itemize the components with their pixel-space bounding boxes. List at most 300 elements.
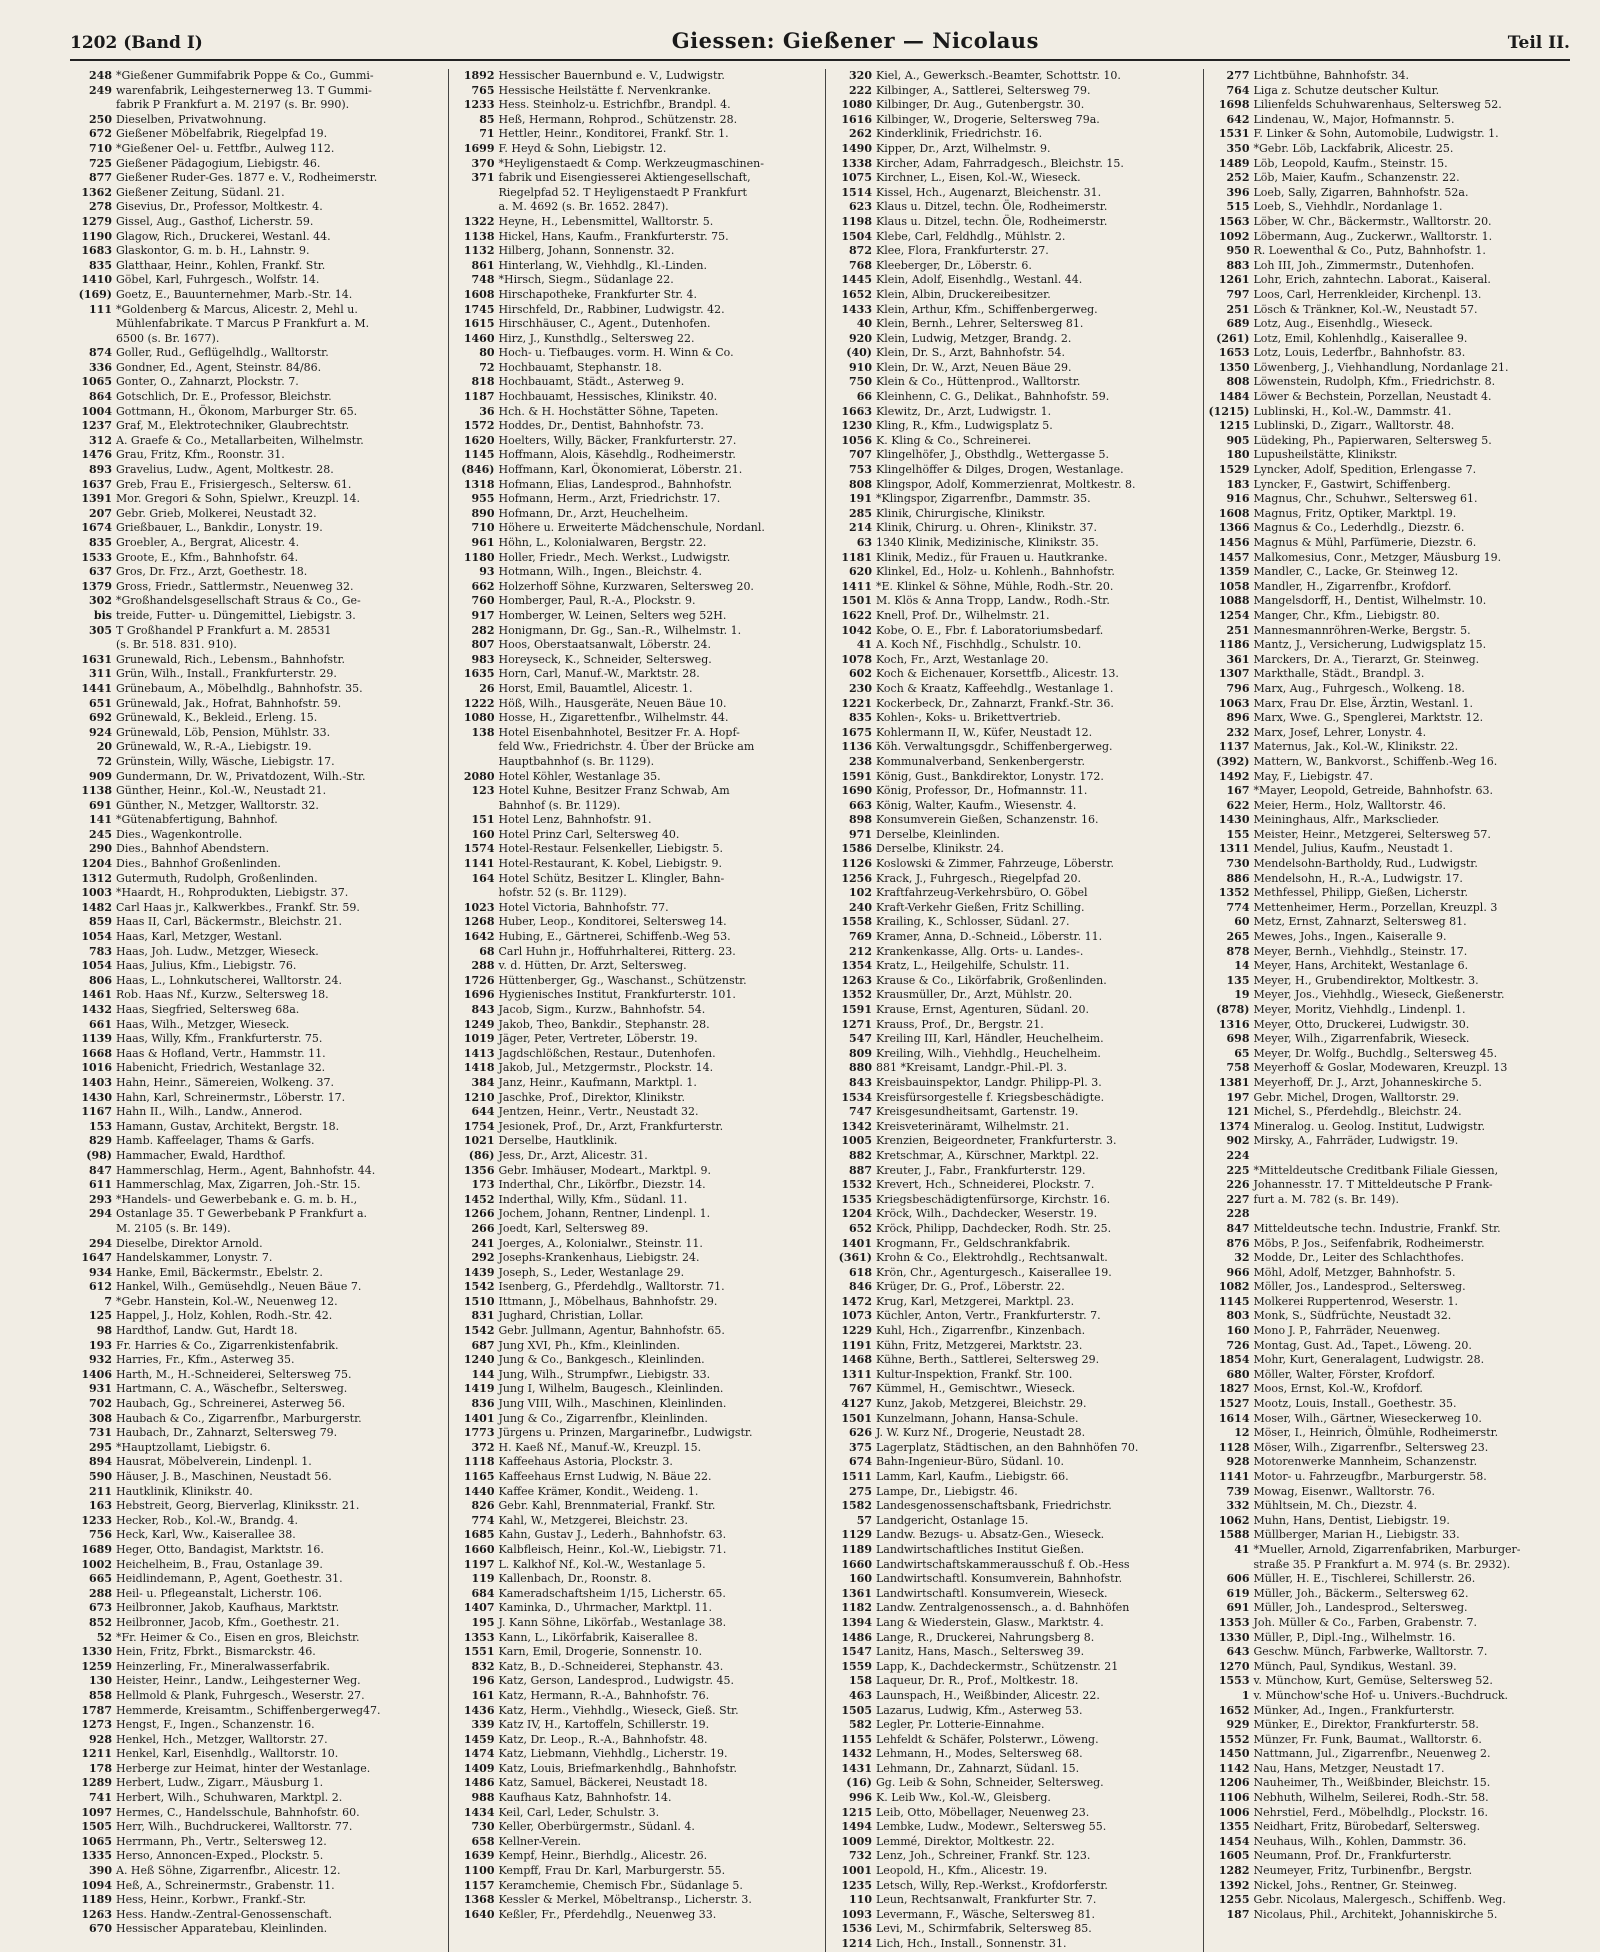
entry-text: Mirsky, A., Fahrräder, Ludwigstr. 19. — [1253, 1134, 1459, 1148]
phone-number: 1647 — [81, 1251, 112, 1265]
directory-entry — [70, 273, 438, 288]
entry-text: Lamm, Karl, Kaufm., Liebigstr. 66. — [876, 1470, 1069, 1483]
phone-number: 248 — [89, 69, 112, 82]
entry-text: Gross, Friedr., Sattlermstr., Neuenweg 32. — [116, 579, 354, 593]
phone-number: 196 — [471, 1674, 495, 1688]
phone-number: 1261 — [1218, 273, 1250, 287]
phone-number: 1430 — [1218, 813, 1250, 827]
entry-text: K. Leib Ww., Kol.-W., Gleisberg. — [876, 1791, 1051, 1805]
entry-text: Letsch, Willy, Rep.-Werkst., Krofdorferstr. — [876, 1878, 1108, 1892]
phone-number: 1432 — [841, 1747, 872, 1761]
directory-entry — [453, 478, 816, 493]
entry-text: Haubach, Gg., Schreinerei, Asterweg 56. — [116, 1397, 346, 1411]
directory-entry — [70, 1397, 438, 1412]
phone-number: 673 — [89, 1601, 112, 1615]
phone-number: 1004 — [81, 404, 112, 418]
directory-entry — [830, 755, 1193, 770]
phone-number: 843 — [471, 1003, 495, 1016]
entry-text: Carl Huhn jr., Hoffuhrhalterei, Ritterg. 23. — [498, 944, 736, 958]
phone-number: 1214 — [841, 1937, 872, 1950]
directory-entry — [830, 1543, 1193, 1558]
entry-text: Lanitz, Hans, Masch., Seltersweg 39. — [876, 1645, 1085, 1659]
phone-number: 1586 — [841, 842, 872, 856]
phone-number: 339 — [471, 1718, 495, 1732]
phone-number: 1504 — [841, 229, 872, 243]
directory-entry — [70, 799, 438, 814]
phone-number: 1474 — [463, 1747, 495, 1761]
phone-number: 692 — [89, 711, 112, 725]
phone-number: 1126 — [841, 857, 872, 871]
entry-text: Gottmann, H., Ökonom, Marburger Str. 65. — [116, 404, 358, 418]
entry-text: Gg. Leib & Sohn, Schneider, Seltersweg. — [876, 1776, 1104, 1790]
phone-number: 1434 — [463, 1805, 495, 1819]
entry-text: Homberger, Paul, R.-A., Plockstr. 9. — [498, 594, 696, 608]
directory-entry — [830, 988, 1193, 1003]
phone-number: 847 — [1226, 1221, 1250, 1235]
phone-number: 1078 — [841, 652, 872, 666]
directory-entry — [453, 901, 816, 916]
entry-text: Hüttenberger, Gg., Waschanst., Schützenstr. — [498, 973, 747, 987]
directory-entry — [830, 959, 1193, 974]
entry-text: Hamb. Kaffeelager, Thams & Garfs. — [116, 1134, 315, 1148]
entry-text: Jesionek, Prof., Dr., Arzt, Frankfurterstr. — [498, 1119, 724, 1133]
directory-entry — [830, 1207, 1193, 1222]
phone-number: 191 — [849, 492, 872, 506]
entry-text: Jung & Co., Bankgesch., Kleinlinden. — [498, 1353, 705, 1367]
directory-entry — [453, 828, 816, 843]
directory-entry — [830, 1222, 1193, 1237]
directory-entry — [70, 609, 438, 624]
directory-entry — [830, 346, 1193, 361]
directory-entry — [1208, 69, 1571, 84]
phone-number: 872 — [849, 244, 872, 258]
entry-text: Derselbe, Hautklinik. — [498, 1134, 618, 1148]
entry-text: Krevert, Hch., Schneiderei, Plockstr. 7. — [876, 1178, 1095, 1192]
entry-text: Hoch- u. Tiefbauges. vorm. H. Winn & Co. — [498, 346, 734, 360]
phone-number: 1330 — [81, 1645, 112, 1659]
entry-text: A. Heß Söhne, Zigarrenfbr., Alicestr. 12. — [116, 1864, 341, 1878]
phone-number: 1259 — [81, 1659, 112, 1673]
directory-entry — [70, 1631, 438, 1646]
entry-text: Kraft-Verkehr Gießen, Fritz Schilling. — [876, 900, 1085, 914]
directory-entry — [1208, 959, 1571, 974]
phone-number: 1165 — [463, 1470, 495, 1483]
entry-text: Löwenberg, J., Viehhandlung, Nordanlage 21. — [1253, 360, 1509, 374]
entry-text: 1340 Klinik, Medizinische, Klinikstr. 35. — [876, 536, 1099, 549]
directory-entry — [70, 1324, 438, 1339]
directory-entry — [830, 1061, 1193, 1076]
directory-entry — [1208, 521, 1571, 536]
phone-number: 1533 — [81, 550, 112, 564]
phone-number: 102 — [849, 886, 872, 900]
directory-entry — [1208, 127, 1571, 142]
phone-number: 1003 — [81, 886, 112, 900]
phone-number: 193 — [89, 1338, 112, 1352]
phone-number: 1318 — [463, 477, 495, 491]
phone-number: 1401 — [463, 1411, 495, 1425]
phone-number: 725 — [89, 156, 112, 170]
directory-entry — [453, 1178, 816, 1193]
phone-number: 278 — [89, 200, 112, 214]
phone-number: 1542 — [463, 1280, 495, 1294]
directory-entry — [453, 1879, 816, 1894]
directory-entry — [830, 1806, 1193, 1821]
entry-text: Magnus, Fritz, Optiker, Marktpl. 19. — [1253, 506, 1457, 520]
phone-number: 1605 — [1218, 1849, 1250, 1863]
directory-entry — [830, 1704, 1193, 1719]
directory-entry — [1208, 565, 1571, 580]
entry-text: Hochbauamt, Hessisches, Klinikstr. 40. — [498, 390, 718, 404]
entry-text: Lotz, Aug., Eisenhdlg., Wieseck. — [1253, 317, 1433, 331]
phone-number: 950 — [1226, 244, 1250, 258]
entry-text: Klewitz, Dr., Arzt, Ludwigstr. 1. — [876, 404, 1052, 418]
entry-text: Klinik, Chirurg. u. Ohren-, Klinikstr. 37. — [876, 521, 1098, 535]
directory-entry — [70, 1689, 438, 1704]
entry-text: Goetz, E., Bauunternehmer, Marb.-Str. 14. — [116, 287, 353, 301]
directory-entry — [70, 1587, 438, 1602]
phone-number: 864 — [89, 390, 112, 404]
phone-number: 651 — [89, 696, 112, 710]
phone-number: 710 — [471, 521, 495, 535]
entry-text: M. 2105 (s. Br. 149). — [116, 1221, 231, 1235]
entry-text: Meyer, Hans, Architekt, Westanlage 6. — [1253, 959, 1469, 973]
entry-text: Hahn II., Wilh., Landw., Annerod. — [116, 1105, 303, 1119]
phone-number: 726 — [1226, 1338, 1250, 1352]
directory-entry — [830, 1645, 1193, 1660]
directory-entry — [70, 1922, 438, 1937]
directory-entry — [1208, 1193, 1571, 1208]
entry-text: Fr. Harries & Co., Zigarrenkistenfabrik. — [116, 1338, 339, 1352]
directory-entry — [453, 1893, 816, 1908]
entry-text: Marx, Aug., Fuhrgesch., Wolkeng. 18. — [1253, 681, 1465, 695]
directory-entry — [70, 1616, 438, 1631]
directory-entry — [830, 1441, 1193, 1456]
phone-number: 1157 — [463, 1878, 495, 1892]
phone-number: 764 — [1226, 83, 1250, 97]
phone-number: 898 — [849, 813, 872, 827]
entry-text: warenfabrik, Leihgesternerweg 13. T Gummi- — [116, 83, 372, 97]
entry-text: Hankel, Wilh., Gemüsehdlg., Neuen Bäue 7. — [116, 1280, 362, 1294]
directory-entry — [453, 1499, 816, 1514]
entry-text: Katz, Herm., Viehhdlg., Wieseck, Gieß. Str. — [498, 1703, 739, 1717]
directory-entry — [70, 1601, 438, 1616]
phone-number: 1005 — [841, 1134, 872, 1148]
entry-text: Hofmann, Dr., Arzt, Heuchelheim. — [498, 506, 689, 520]
phone-number: 294 — [89, 1236, 112, 1250]
phone-number: 71 — [479, 127, 495, 141]
directory-entry — [830, 1558, 1193, 1573]
directory-entry — [1208, 1543, 1571, 1558]
entry-text: Göbel, Karl, Fuhrgesch., Wolfstr. 14. — [116, 273, 320, 287]
entry-text: Müller, P., Dipl.-Ing., Wilhelmstr. 16. — [1253, 1630, 1456, 1644]
phone-number: 72 — [96, 754, 112, 768]
directory-entry — [453, 332, 816, 347]
directory-entry — [453, 1835, 816, 1850]
directory-entry — [830, 1689, 1193, 1704]
phone-number: 955 — [471, 492, 495, 506]
phone-number: 1189 — [841, 1542, 872, 1556]
entry-text: Gebr. Nicolaus, Malergesch., Schiffenb. Weg. — [1253, 1893, 1506, 1907]
phone-number: 1559 — [841, 1659, 872, 1673]
entry-text: Kreisveterinäramt, Wilhelmstr. 21. — [876, 1119, 1070, 1133]
phone-number: 1211 — [81, 1747, 112, 1761]
directory-entry — [453, 1762, 816, 1777]
entry-text: Herr, Wilh., Buchdruckerei, Walltorstr. 77. — [116, 1820, 353, 1834]
phone-number: 1093 — [841, 1907, 872, 1921]
phone-number: 1233 — [463, 98, 495, 112]
phone-number: 931 — [89, 1382, 112, 1396]
entry-text: Meyer, Bernh., Viehhdlg., Steinstr. 17. — [1253, 944, 1468, 958]
directory-entry — [1208, 901, 1571, 916]
phone-number: 1229 — [841, 1324, 872, 1338]
directory-entry — [453, 1134, 816, 1149]
phone-number: 302 — [89, 594, 112, 608]
phone-number: 207 — [89, 506, 112, 520]
directory-entry — [1208, 1324, 1571, 1339]
phone-number: 1441 — [81, 681, 112, 695]
entry-text: Hessischer Bauernbund e. V., Ludwigstr. — [498, 69, 725, 82]
directory-entry — [830, 317, 1193, 332]
directory-entry — [453, 1441, 816, 1456]
directory-entry — [830, 448, 1193, 463]
phone-number: 642 — [1226, 112, 1250, 126]
phone-number: 831 — [471, 1309, 495, 1323]
directory-entry — [70, 1295, 438, 1310]
phone-number: 238 — [849, 754, 872, 768]
phone-number: 1745 — [463, 302, 495, 316]
entry-text: Dieselbe, Direktor Arnold. — [116, 1236, 263, 1250]
entry-text: Lüdeking, Ph., Papierwaren, Seltersweg 5. — [1253, 433, 1492, 447]
directory-entry — [70, 200, 438, 215]
entry-text: Leopold, H., Kfm., Alicestr. 19. — [876, 1864, 1048, 1878]
directory-entry — [830, 565, 1193, 580]
entry-text: Haas, Willy, Kfm., Frankfurterstr. 75. — [116, 1032, 323, 1046]
directory-entry — [453, 1091, 816, 1106]
entry-text: Kohlermann II, W., Küfer, Neustadt 12. — [876, 725, 1093, 739]
phone-number: 1138 — [463, 229, 495, 243]
directory-entry — [453, 288, 816, 303]
phone-number: 240 — [849, 900, 872, 914]
directory-entry — [830, 1412, 1193, 1427]
phone-number: 295 — [89, 1440, 112, 1454]
directory-entry — [453, 974, 816, 989]
directory-entry — [70, 434, 438, 449]
entry-text: Jürgens u. Prinzen, Margarinefbr., Ludwigstr. — [498, 1426, 753, 1440]
entry-text: Gros, Dr. Frz., Arzt, Goethestr. 18. — [116, 565, 308, 579]
directory-entry — [453, 1485, 816, 1500]
phone-number: 311 — [89, 667, 112, 681]
entry-text: Gießener Möbelfabrik, Riegelpfad 19. — [116, 127, 328, 141]
directory-entry — [453, 536, 816, 551]
directory-entry — [830, 1120, 1193, 1135]
phone-number: 658 — [471, 1834, 495, 1848]
directory-entry — [1208, 1893, 1571, 1908]
entry-text: Laqueur, Dr. R., Prof., Moltkestr. 18. — [876, 1674, 1079, 1688]
directory-entry — [1208, 580, 1571, 595]
entry-text: *Klingspor, Zigarrenfbr., Dammstr. 35. — [876, 492, 1091, 506]
page-title: Giessen: Gießener — Nicolaus — [671, 28, 1039, 53]
entry-text: Möller, Walter, Förster, Krofdorf. — [1253, 1367, 1436, 1381]
directory-entry — [1208, 1105, 1571, 1120]
directory-entry — [830, 1514, 1193, 1529]
phone-number: 618 — [849, 1265, 872, 1279]
directory-entry — [70, 1193, 438, 1208]
directory-entry — [453, 1324, 816, 1339]
entry-text: Hess. Handw.-Zentral-Genossenschaft. — [116, 1907, 333, 1921]
phone-number: 225 — [1226, 1163, 1250, 1177]
entry-text: Kircher, Adam, Fahrradgesch., Bleichstr. 15. — [876, 156, 1124, 170]
directory-entry — [70, 653, 438, 668]
directory-entry — [70, 945, 438, 960]
phone-number: 85 — [479, 112, 495, 126]
phone-number: 876 — [1226, 1236, 1250, 1250]
directory-entry — [830, 1776, 1193, 1791]
entry-text: Kahn, Gustav J., Lederh., Bahnhofstr. 63. — [498, 1528, 727, 1542]
directory-entry — [70, 1791, 438, 1806]
directory-entry — [1208, 1660, 1571, 1675]
entry-text: Jakob, Jul., Metzgermstr., Plockstr. 14. — [498, 1061, 714, 1075]
phone-number: 288 — [89, 1586, 112, 1600]
phone-number: 1433 — [841, 302, 872, 316]
entry-text: Müller, H. E., Tischlerei, Schillerstr. 26. — [1253, 1572, 1476, 1586]
directory-entry — [1208, 638, 1571, 653]
directory-entry — [453, 1470, 816, 1485]
directory-entry — [830, 1149, 1193, 1164]
phone-number: 1167 — [81, 1105, 112, 1119]
phone-number: 832 — [471, 1659, 495, 1673]
entry-text: Herbert, Ludw., Zigarr., Mäusburg 1. — [116, 1776, 324, 1790]
directory-entry — [1208, 1061, 1571, 1076]
phone-number: 748 — [471, 273, 495, 287]
entry-text: Heilbronner, Jacob, Kfm., Goethestr. 21. — [116, 1615, 340, 1629]
directory-entry — [70, 1105, 438, 1120]
phone-number: 1430 — [81, 1090, 112, 1104]
phone-number: 1080 — [463, 711, 495, 725]
column-3 — [825, 69, 1193, 1952]
phone-number: 1558 — [841, 915, 872, 929]
entry-text: Hein, Fritz, Fbrkt., Bismarckstr. 46. — [116, 1645, 316, 1659]
entry-text: Karn, Emil, Drogerie, Sonnenstr. 10. — [498, 1645, 703, 1659]
directory-entry — [830, 375, 1193, 390]
directory-entry — [70, 1426, 438, 1441]
entry-text: Meier, Herm., Holz, Walltorstr. 46. — [1253, 798, 1446, 812]
entry-text: Jaschke, Prof., Direktor, Klinikstr. — [498, 1090, 685, 1104]
entry-text: Klein, Bernh., Lehrer, Seltersweg 81. — [876, 317, 1084, 331]
directory-entry — [70, 842, 438, 857]
directory-entry — [830, 594, 1193, 609]
directory-entry — [1208, 1835, 1571, 1850]
directory-entry — [453, 1295, 816, 1310]
phone-number: 924 — [89, 725, 112, 739]
directory-entry — [830, 361, 1193, 376]
directory-entry — [1208, 1382, 1571, 1397]
entry-text: Loeb, Sally, Zigarren, Bahnhofstr. 52a. — [1253, 185, 1469, 199]
phone-number: 212 — [849, 944, 872, 958]
phone-number: 72 — [479, 360, 495, 374]
phone-number: 1330 — [1218, 1630, 1250, 1644]
phone-number: 672 — [89, 127, 112, 141]
entry-text: Malkomesius, Conr., Metzger, Mäusburg 19. — [1253, 550, 1502, 564]
phone-number: 1002 — [81, 1557, 112, 1571]
entry-text: Mühltsein, M. Ch., Diezstr. 4. — [1253, 1499, 1418, 1513]
phone-number: (98) — [86, 1148, 112, 1162]
directory-entry — [1208, 755, 1571, 770]
entry-text: Klingelhöffer & Dilges, Drogen, Westanlage. — [876, 463, 1124, 477]
entry-text: Hessische Heilstätte f. Nervenkranke. — [498, 83, 712, 97]
entry-text: König, Professor, Dr., Hofmannstr. 11. — [876, 784, 1088, 798]
phone-number: 858 — [89, 1688, 112, 1702]
entry-text: Hemmerde, Kreisamtm., Schiffenbergerweg47. — [116, 1703, 381, 1717]
directory-entry — [1208, 1470, 1571, 1485]
directory-entry — [1208, 624, 1571, 639]
phone-number: 852 — [89, 1615, 112, 1629]
directory-entry — [830, 1718, 1193, 1733]
directory-entry — [70, 1178, 438, 1193]
directory-entry — [70, 1776, 438, 1791]
directory-entry — [70, 551, 438, 566]
directory-entry — [1208, 551, 1571, 566]
phone-number: 1608 — [1218, 506, 1250, 520]
directory-entry — [70, 638, 438, 653]
phone-number: 1141 — [1218, 1470, 1250, 1483]
phone-number: 1132 — [463, 244, 495, 258]
entry-text: Dies., Bahnhof Großenlinden. — [116, 857, 281, 871]
phone-number: 996 — [849, 1791, 872, 1805]
phone-number: 929 — [1226, 1718, 1250, 1732]
entry-text: Koch & Kraatz, Kaffeehdlg., Westanlage 1. — [876, 681, 1114, 695]
entry-text: Keil, Carl, Leder, Schulstr. 3. — [498, 1805, 660, 1819]
entry-text: Meister, Heinr., Metzgerei, Seltersweg 57. — [1253, 827, 1491, 841]
phone-number: 1368 — [463, 1893, 495, 1907]
entry-text: Neuhaus, Wilh., Kohlen, Dammstr. 36. — [1253, 1834, 1467, 1848]
entry-text: *Großhandelsgesellschaft Straus & Co., Ge- — [116, 594, 361, 608]
entry-text: Haas, Julius, Kfm., Liebigstr. 76. — [116, 959, 297, 973]
directory-entry — [830, 1587, 1193, 1602]
entry-text: Marx, Wwe. G., Spenglerei, Marktstr. 12. — [1253, 711, 1484, 725]
phone-number: 1542 — [463, 1324, 495, 1338]
entry-text: T Großhandel P Frankfurt a. M. 28531 — [116, 623, 332, 637]
entry-text: Hautklinik, Klinikstr. 40. — [116, 1484, 253, 1498]
phone-number: 637 — [89, 565, 112, 579]
entry-text: Heil- u. Pflegeanstalt, Licherstr. 106. — [116, 1586, 322, 1600]
entry-text: Hosse, H., Zigarettenfbr., Wilhelmstr. 44. — [498, 711, 729, 725]
entry-text: Klein, Arthur, Kfm., Schiffenbergerweg. — [876, 302, 1098, 316]
directory-entry — [453, 770, 816, 785]
entry-text: Grün, Wilh., Install., Frankfurterstr. 29. — [116, 667, 337, 681]
entry-text: Krug, Karl, Metzgerei, Marktpl. 23. — [876, 1294, 1075, 1308]
directory-entry — [453, 1660, 816, 1675]
entry-text: Glatthaar, Heinr., Kohlen, Frankf. Str. — [116, 258, 326, 272]
directory-entry — [453, 521, 816, 536]
phone-number: 877 — [89, 171, 112, 185]
entry-text: Holzerhoff Söhne, Kurzwaren, Seltersweg 20. — [498, 579, 754, 593]
phone-number: 250 — [89, 112, 112, 126]
directory-entry — [1208, 1645, 1571, 1660]
phone-number: 158 — [849, 1674, 872, 1688]
phone-number: 1141 — [463, 857, 495, 871]
directory-entry — [1208, 1499, 1571, 1514]
directory-entry — [70, 405, 438, 420]
entry-text: Jentzen, Heinr., Vertr., Neustadt 32. — [498, 1105, 699, 1119]
phone-number: 1206 — [1218, 1776, 1250, 1790]
directory-entry — [830, 1572, 1193, 1587]
entry-text: Konsumverein Gießen, Schanzenstr. 16. — [876, 813, 1099, 827]
entry-text: Huber, Leop., Konditorei, Seltersweg 14. — [498, 915, 727, 929]
entry-text: Katz, Hermann, R.-A., Bahnhofstr. 76. — [498, 1688, 710, 1702]
phone-number: 63 — [856, 536, 872, 549]
entry-text: Kunzelmann, Johann, Hansa-Schule. — [876, 1411, 1079, 1425]
directory-entry — [453, 653, 816, 668]
